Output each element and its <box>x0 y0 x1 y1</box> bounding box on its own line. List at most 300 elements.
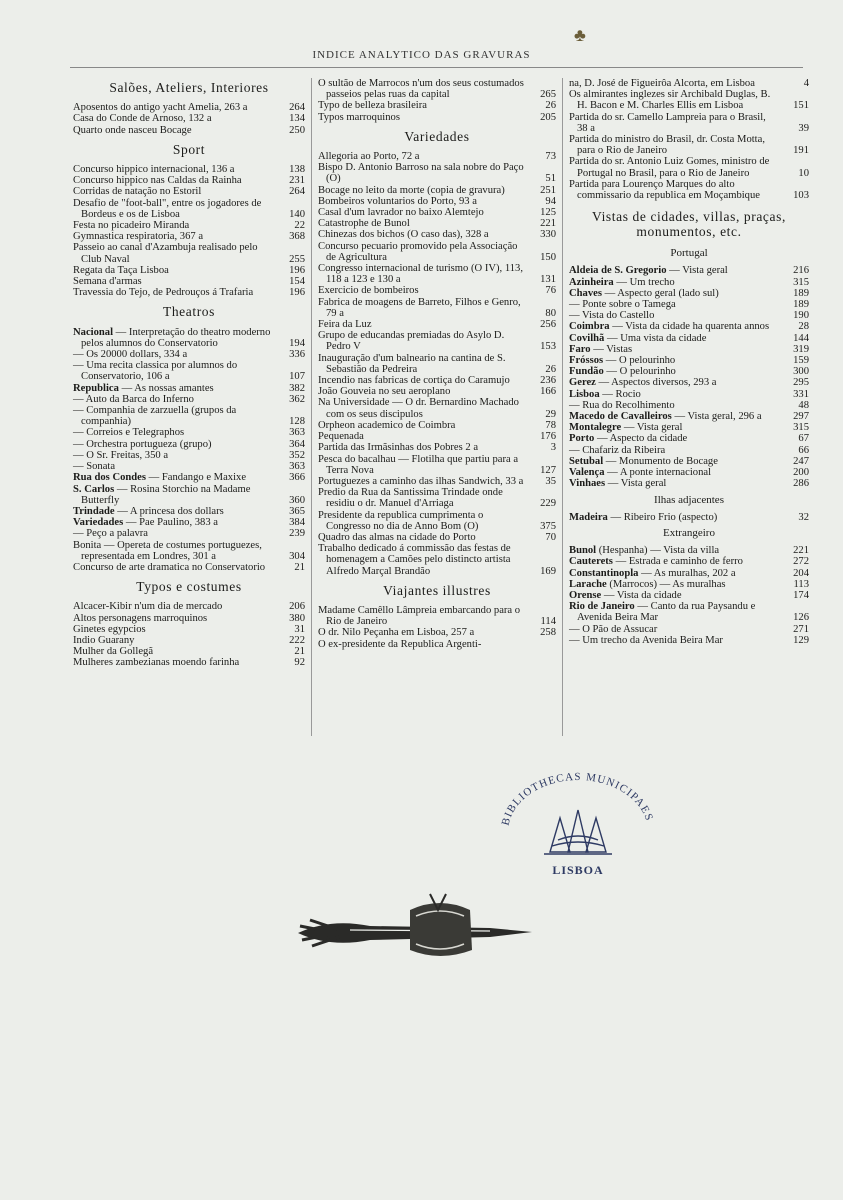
entry-text <box>569 265 779 276</box>
entry-page: 380 <box>289 612 305 624</box>
entry-title: — Rosina Storchio na Madame Butterfly <box>81 483 251 506</box>
index-entry <box>73 601 305 612</box>
entry-title: Festa no picadeiro Miranda <box>73 220 190 232</box>
index-entry <box>318 319 556 330</box>
index-entry <box>73 186 305 197</box>
index-entry <box>569 590 809 601</box>
entry-page: 191 <box>793 145 809 157</box>
entry-title: Bispo D. Antonio Barroso na sala nobre do Paço (O) <box>318 162 524 185</box>
entry-text <box>318 476 526 487</box>
entry-text <box>569 377 779 388</box>
entry-page: 134 <box>289 113 305 125</box>
entry-text <box>318 420 526 431</box>
index-entry <box>318 151 556 162</box>
index-entry <box>73 635 305 646</box>
stamp-arc-text: BIBLIOTHECAS MUNICIPAES <box>499 770 656 827</box>
entry-page: 26 <box>545 100 556 112</box>
entry-page: 114 <box>540 616 556 628</box>
entry-text <box>569 568 779 579</box>
entry-page: 194 <box>289 337 305 349</box>
entry-text <box>569 389 779 400</box>
entry-text <box>73 528 275 539</box>
entry-title: — Vista geral <box>621 422 683 434</box>
entry-text <box>73 517 275 528</box>
entry-text <box>569 400 779 411</box>
index-entry <box>318 353 556 375</box>
index-entry <box>569 134 809 156</box>
index-entry <box>73 562 305 573</box>
entry-place: Fróssos <box>569 355 604 367</box>
arrow-hand-ornament <box>290 888 535 978</box>
entry-text <box>318 78 526 100</box>
entry-page: 196 <box>289 264 305 276</box>
entry-page: 153 <box>540 341 556 353</box>
entry-text <box>569 277 779 288</box>
index-entry <box>569 478 809 489</box>
index-entry <box>318 112 556 123</box>
entry-page: 236 <box>540 375 556 387</box>
entry-place: Montalegre <box>569 422 622 434</box>
entry-title: — Ribeiro Frio (aspecto) <box>607 511 718 523</box>
entry-text <box>569 624 779 635</box>
entry-text <box>73 242 275 264</box>
entry-text <box>569 344 779 355</box>
entry-page: 129 <box>793 634 809 646</box>
entry-page: 3 <box>550 442 556 454</box>
entry-text <box>318 431 526 442</box>
entry-title: Partida do sr. Camello Lampreia para o Brasil, 38 a <box>569 111 766 134</box>
entry-page: 21 <box>294 646 305 658</box>
entry-text <box>318 397 526 419</box>
entry-text <box>318 241 526 263</box>
entry-text <box>73 383 275 394</box>
entry-title: — Vistas <box>590 343 633 355</box>
entry-title: — Aspecto da cidade <box>594 433 688 445</box>
index-entry <box>318 196 556 207</box>
entry-page: 140 <box>289 208 305 220</box>
index-entry <box>73 427 305 438</box>
entry-text <box>569 579 779 590</box>
entry-title: Desafio de "foot-ball", entre os jogadores de Bordeus e os de Lisboa <box>73 197 262 220</box>
entry-title: Partida do ministro do Brasil, dr. Costa Motta, para o Rio de Janeiro <box>569 134 765 157</box>
entry-text <box>569 78 779 89</box>
entry-title: — O pelourinho <box>603 355 676 367</box>
entry-title: Casa do Conde de Arnoso, 132 a <box>73 113 212 125</box>
entry-text <box>569 467 779 478</box>
entry-title: Passeio ao canal d'Azambuja realisado pelo Club Naval <box>73 242 258 265</box>
entry-title: — O Sr. Freitas, 350 a <box>73 449 169 461</box>
entry-page: 66 <box>798 444 809 456</box>
entry-page: 128 <box>289 416 305 428</box>
entry-title: Semana d'armas <box>73 276 142 288</box>
entry-page: 206 <box>289 601 305 613</box>
entry-title: — Correios e Telegraphos <box>73 427 185 439</box>
entry-text <box>73 461 275 472</box>
entry-text <box>73 265 275 276</box>
index-entry <box>73 220 305 231</box>
entry-text <box>569 89 779 111</box>
entry-title: Bonita — Opereta de costumes portuguezes, representada em Londres, 301 a <box>73 539 262 562</box>
index-entry <box>569 389 809 400</box>
entry-text <box>569 333 779 344</box>
subsection-heading: Ilhas adjacentes <box>654 493 724 506</box>
entry-title: — Ponte sobre o Tamega <box>569 299 676 311</box>
entry-text <box>569 601 779 623</box>
index-entry <box>73 394 305 405</box>
entry-place: Macedo de Cavalleiros <box>569 411 672 423</box>
entry-text <box>318 375 526 386</box>
entry-title: — As muralhas, 202 a <box>638 567 736 579</box>
entry-page: 231 <box>289 175 305 187</box>
index-entry <box>318 510 556 532</box>
entry-page: 256 <box>540 319 556 331</box>
index-entry <box>73 242 305 264</box>
entry-text <box>569 445 779 456</box>
entry-text <box>73 125 275 136</box>
entry-text <box>318 442 526 453</box>
entry-title: Mulher da Gollegã <box>73 646 154 658</box>
entry-page: 265 <box>540 89 556 101</box>
entry-title: — Aspectos diversos, 293 a <box>595 377 717 389</box>
entry-title: Partida para Lourenço Marques do alto commissario da republica em Moçambique <box>569 178 760 202</box>
entry-page: 221 <box>793 545 809 557</box>
index-entry <box>569 422 809 433</box>
entry-page: 382 <box>289 382 305 394</box>
subsection-heading: Extrangeiro <box>663 526 715 539</box>
entry-page: 295 <box>793 377 809 389</box>
entry-place: Orense <box>569 589 602 601</box>
entry-place: Madeira <box>569 511 608 523</box>
entry-text <box>318 386 526 397</box>
index-entry <box>569 288 809 299</box>
column-divider <box>562 78 563 736</box>
entry-text <box>569 134 779 156</box>
index-entry <box>569 277 809 288</box>
entry-place: Vinhaes <box>569 478 606 490</box>
entry-title: Trabalho dedicado á commissão das festas de homenagem a Camões pelo distincto artista Alfredo Marçal Brandão <box>318 543 511 577</box>
index-entry <box>569 579 809 590</box>
entry-title: Travessia do Tejo, de Pedrouços á Trafaria <box>73 287 254 299</box>
index-entry <box>569 512 809 523</box>
entry-title: Portuguezes a caminho das ilhas Sandwich, 33 a <box>318 475 524 487</box>
entry-text <box>73 540 275 562</box>
entry-text <box>318 112 526 123</box>
entry-page: 4 <box>803 78 809 89</box>
entry-page: 21 <box>294 561 305 573</box>
index-entry <box>569 377 809 388</box>
index-entry <box>569 433 809 444</box>
entry-text <box>569 179 779 201</box>
index-entry <box>73 613 305 624</box>
entry-title: — Um trecho <box>613 276 675 288</box>
entry-title: Partida das Irmãsinhas dos Pobres 2 a <box>318 442 479 454</box>
index-entry <box>73 231 305 242</box>
entry-place: Porto <box>569 433 595 445</box>
entry-title: Concurso hippico nas Caldas da Rainha <box>73 175 242 187</box>
library-stamp <box>488 770 668 880</box>
index-entry <box>569 545 809 556</box>
entry-title: Allegoria ao Porto, 72 a <box>318 151 420 163</box>
entry-title: Os almirantes inglezes sir Archibald Duglas, B. H. Bacon e M. Charles Ellis em Lisboa <box>569 89 771 112</box>
entry-text <box>73 276 275 287</box>
entry-page: 264 <box>289 102 305 114</box>
index-entry <box>569 321 809 332</box>
index-entry <box>569 310 809 321</box>
entry-title: Concurso hippico internacional, 136 a <box>73 164 235 176</box>
entry-text <box>318 605 526 627</box>
entry-title: Typo de belleza brasileira <box>318 100 427 112</box>
entry-text <box>569 478 779 489</box>
entry-page: 94 <box>545 195 556 207</box>
entry-text <box>73 164 275 175</box>
entry-page: 258 <box>540 627 556 639</box>
entry-title: Catastrophe de Bunol <box>318 218 410 230</box>
index-entry <box>318 397 556 419</box>
entry-title: — Uma vista da cidade <box>604 332 707 344</box>
index-entry <box>73 360 305 382</box>
entry-page: 174 <box>793 589 809 601</box>
entry-page: 78 <box>545 419 556 431</box>
index-entry <box>73 125 305 136</box>
entry-text <box>318 297 526 319</box>
entry-title: Pequenada <box>318 431 364 443</box>
entry-page: 107 <box>289 371 305 383</box>
section-heading: Viajantes illustres <box>383 582 491 598</box>
entry-place: Nacional <box>73 326 114 338</box>
index-entry <box>73 265 305 276</box>
entry-text <box>73 405 275 427</box>
entry-title: — Rua do Recolhimento <box>569 399 675 411</box>
entry-text <box>318 454 526 476</box>
entry-title: — Orchestra portugueza (grupo) <box>73 438 212 450</box>
entry-title: Bombeiros voluntarios do Porto, 93 a <box>318 195 477 207</box>
entry-page: 362 <box>289 393 305 405</box>
index-entry <box>73 198 305 220</box>
entry-title: — O pelourinho <box>603 366 676 378</box>
entry-page: 229 <box>540 498 556 510</box>
entry-page: 375 <box>540 520 556 532</box>
entry-page: 204 <box>793 567 809 579</box>
index-entry <box>318 185 556 196</box>
entry-text <box>73 450 275 461</box>
entry-text <box>73 646 275 657</box>
subsection-heading: Portugal <box>670 247 708 260</box>
index-entry <box>73 450 305 461</box>
entry-page: 28 <box>798 321 809 333</box>
entry-title: Partida do sr. Antonio Luiz Gomes, ministro de Portugal no Brasil, para o Rio de Janeiro <box>569 156 770 179</box>
entry-title: — Estrada e caminho de ferro <box>612 556 743 568</box>
entry-title: — Interpretação do theatro moderno pelos alumnos do Conservatorio <box>81 326 271 349</box>
entry-place: Fundão <box>569 366 604 378</box>
entry-page: 22 <box>294 220 305 232</box>
entry-place: Aldeia de S. Gregorio <box>569 265 667 277</box>
entry-text <box>73 657 275 668</box>
entry-text <box>73 601 275 612</box>
entry-text <box>73 231 275 242</box>
index-entry <box>73 175 305 186</box>
index-entry <box>73 540 305 562</box>
entry-title: Concurso pecuario promovido pela Associação de Agricultura <box>318 240 518 263</box>
entry-text <box>73 175 275 186</box>
index-entry <box>73 276 305 287</box>
index-entry <box>318 487 556 509</box>
entry-page: 154 <box>289 276 305 288</box>
entry-text <box>318 263 526 285</box>
entry-place: Valença <box>569 467 605 479</box>
index-entry <box>318 386 556 397</box>
entry-text <box>73 506 275 517</box>
section-heading: Vistas de cidades, villas, praças, monumentos, etc. <box>592 209 786 240</box>
entry-page: 300 <box>793 366 809 378</box>
entry-page: 222 <box>289 634 305 646</box>
entry-title: — Vista geral <box>666 265 728 277</box>
entry-page: 297 <box>793 411 809 423</box>
entry-title: (Marrocos) — As muralhas <box>606 578 726 590</box>
entry-title: — Canto da rua Paysandu e Avenida Beira Mar <box>577 601 756 624</box>
entry-place: Cauterets <box>569 556 613 568</box>
entry-text <box>569 456 779 467</box>
entry-page: 125 <box>540 207 556 219</box>
entry-page: 92 <box>294 657 305 669</box>
entry-text <box>569 635 779 646</box>
index-entry <box>318 218 556 229</box>
entry-text <box>73 562 275 573</box>
entry-page: 364 <box>289 438 305 450</box>
entry-place: Gerez <box>569 377 596 389</box>
entry-title: O ex-presidente da Republica Argenti- <box>318 638 482 650</box>
index-entry <box>569 344 809 355</box>
entry-page: 70 <box>545 531 556 543</box>
index-entry <box>73 484 305 506</box>
index-entry <box>569 467 809 478</box>
entry-page: 286 <box>793 478 809 490</box>
entry-text <box>318 487 526 509</box>
entry-page: 103 <box>793 190 809 202</box>
entry-title: — O Pão de Assucar <box>569 623 658 635</box>
index-entry <box>73 113 305 124</box>
entry-title: — A ponte internacional <box>604 467 712 479</box>
entry-title: Orpheon academico de Coimbra <box>318 419 456 431</box>
entry-text <box>73 220 275 231</box>
index-entry <box>318 639 556 650</box>
entry-text <box>73 360 275 382</box>
entry-place: Rio de Janeiro <box>569 601 635 613</box>
entry-title: — Rocio <box>599 388 641 400</box>
entry-text <box>569 512 779 523</box>
index-entry <box>569 456 809 467</box>
entry-text <box>73 113 275 124</box>
index-entry <box>318 375 556 386</box>
entry-text <box>73 102 275 113</box>
printer-mark-icon: ♣ <box>574 25 586 45</box>
entry-page: 384 <box>289 517 305 529</box>
entry-page: 360 <box>289 494 305 506</box>
entry-title: O sultão de Marrocos n'um dos seus costumados passeios pelas ruas da capital <box>318 78 524 101</box>
index-entry <box>318 285 556 296</box>
entry-page: 331 <box>793 388 809 400</box>
index-entry <box>318 263 556 285</box>
index-entry <box>569 112 809 134</box>
entry-text <box>569 321 779 332</box>
index-entry <box>569 78 809 89</box>
entry-title: — Vista geral <box>605 478 667 490</box>
entry-title: — Companhia de zarzuella (grupos da companhia) <box>73 405 237 428</box>
entry-title: Mulheres zambezianas moendo farinha <box>73 657 240 669</box>
index-entry <box>318 431 556 442</box>
entry-title: — Vista da cidade <box>601 589 682 601</box>
entry-place: Republica <box>73 382 119 394</box>
entry-page: 39 <box>798 122 809 134</box>
section-heading: Theatros <box>162 304 216 320</box>
entry-page: 366 <box>289 472 305 484</box>
entry-text <box>569 422 779 433</box>
entry-title: Chinezas dos bichos (O caso das), 328 a <box>318 229 489 241</box>
entry-text <box>73 635 275 646</box>
entry-text <box>73 484 275 506</box>
entry-place: Coimbra <box>569 321 610 333</box>
entry-page: 151 <box>793 100 809 112</box>
index-entry <box>318 100 556 111</box>
entry-text <box>318 532 526 543</box>
index-entry <box>73 439 305 450</box>
index-entry <box>569 265 809 276</box>
entry-page: 48 <box>798 399 809 411</box>
entry-page: 76 <box>545 285 556 297</box>
entry-page: 26 <box>545 363 556 375</box>
index-entry <box>73 164 305 175</box>
entry-page: 138 <box>289 164 305 176</box>
index-entry <box>569 400 809 411</box>
entry-title: Presidente da republica cumprimenta o Congresso no dia de Anno Bom (O) <box>318 509 484 532</box>
entry-text <box>73 186 275 197</box>
index-entry <box>318 543 556 577</box>
index-entry <box>318 442 556 453</box>
index-entry <box>318 605 556 627</box>
index-column-2 <box>318 78 556 650</box>
index-entry <box>73 405 305 427</box>
entry-title: — Vista geral, 296 a <box>671 411 762 423</box>
entry-page: 176 <box>540 431 556 443</box>
entry-place: Larache <box>569 578 607 590</box>
entry-title: — Aspecto geral (lado sul) <box>601 287 719 299</box>
index-entry <box>73 461 305 472</box>
entry-page: 73 <box>545 151 556 163</box>
entry-place: Lisboa <box>569 388 600 400</box>
entry-place: Setubal <box>569 455 604 467</box>
entry-title: Casal d'um lavrador no baixo Alemtejo <box>318 207 484 219</box>
entry-page: 169 <box>540 565 556 577</box>
entry-text <box>73 287 275 298</box>
entry-title: Ginetes egypcios <box>73 623 146 635</box>
entry-page: 221 <box>540 218 556 230</box>
header-rule <box>70 67 803 68</box>
entry-text <box>73 327 275 349</box>
entry-title: — A princesa dos dollars <box>114 505 224 517</box>
entry-text <box>73 613 275 624</box>
entry-title: Typos marroquinos <box>318 111 400 123</box>
entry-place: Covilhã <box>569 332 605 344</box>
entry-text <box>73 394 275 405</box>
entry-text <box>318 510 526 532</box>
entry-title: Inauguração d'um balneario na cantina de S. Sebastião da Pedreira <box>318 352 506 375</box>
entry-text <box>569 299 779 310</box>
section-heading: Salões, Ateliers, Interiores <box>109 80 269 95</box>
entry-text <box>569 545 779 556</box>
entry-text <box>318 151 526 162</box>
entry-place: Rua dos Condes <box>73 472 147 484</box>
entry-page: 247 <box>793 455 809 467</box>
page-title: INDICE ANALYTICO DAS GRAVURAS <box>312 49 531 61</box>
